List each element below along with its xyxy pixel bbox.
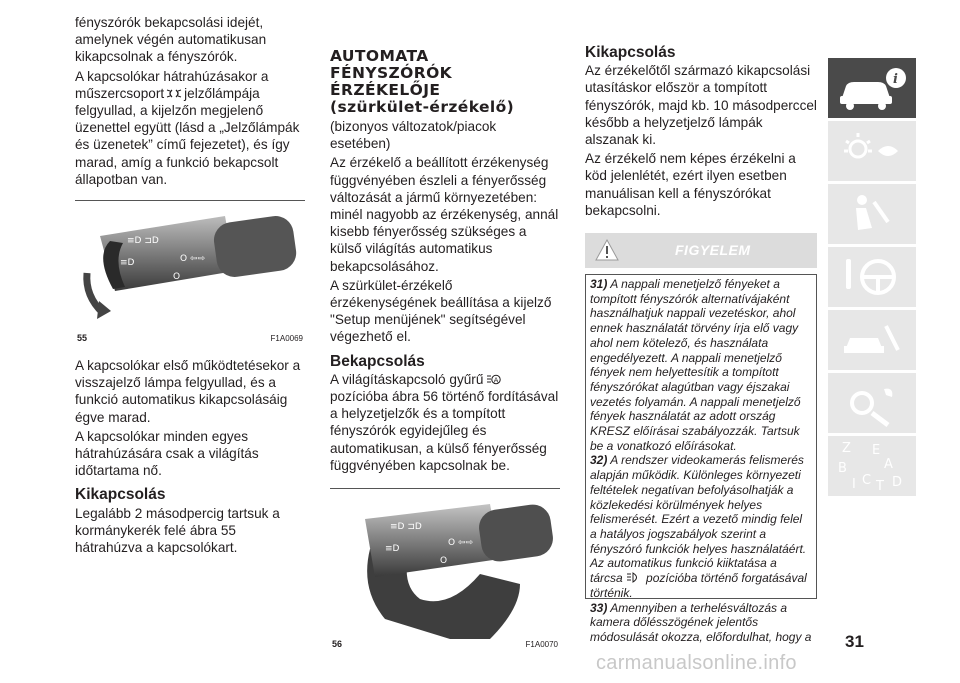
watermark: carmanualsonline.info — [596, 652, 797, 674]
svg-text:O: O — [173, 272, 181, 283]
warning-triangle-icon — [595, 239, 619, 261]
svg-text:A: A — [494, 376, 499, 385]
title-line: AUTOMATA — [330, 47, 429, 65]
svg-text:≡D: ≡D — [120, 258, 135, 269]
paragraph: fényszórók bekapcsolási idejét, amelynek végén automatikusan kikapcsolnak a fényszórók. — [75, 15, 267, 65]
steering-wheel-icon — [828, 247, 916, 307]
svg-text:≡D: ≡D — [385, 544, 400, 555]
warning-number: 32) — [590, 453, 608, 468]
figure-55 — [75, 201, 305, 349]
tab-car-info[interactable] — [828, 58, 916, 118]
chapter-sidebar — [828, 58, 916, 499]
warning-text: pozícióba történő forgatásával történik. — [590, 571, 807, 600]
column-middle — [330, 14, 560, 655]
warning-text: Amennyiben a terhelésváltozás a kamera dőlésszögének jelentős módosulását okozza, előfordulhat, hogy a — [590, 600, 812, 644]
paragraph-text: A kapcsolókar hátrahúzásakor a műszercsoport — [75, 68, 269, 101]
paragraph: A kapcsolókar első működtetésekor a visszajelző lámpa felgyullad, és a funkció automatikus kikapcsolásáig égve marad. — [75, 358, 301, 425]
svg-text:O ⇦⇨: O ⇦⇨ — [180, 254, 206, 265]
warning-title: FIGYELEM — [675, 242, 751, 259]
warning-header — [585, 233, 817, 268]
warning-box — [585, 274, 817, 644]
tab-emergency[interactable] — [828, 310, 916, 370]
svg-text:Z: Z — [842, 441, 851, 456]
warning-item — [590, 453, 812, 600]
index-icon — [828, 436, 916, 496]
warning-text: A rendszer videokamerás felismerés alapján működik. Különleges környezeti feltételek negatívan befolyásolhatják a közlekedési körülmények helyes felismerését. Ezért a vezető mindig felel a hatályos jogszabályok szerint a fényszóró funkciók helyes használatáért. Az automatikus funkció kiiktatása a tárcsa — [590, 453, 807, 586]
svg-text:C: C — [862, 473, 872, 488]
svg-text:T: T — [876, 479, 884, 494]
figure-code: F1A0070 — [525, 639, 558, 649]
tab-service[interactable] — [828, 373, 916, 433]
paragraph-text: pozícióba ábra 56 történő fordításával a helyzetjelzők és a tompított fényszórók egyidejűleg és automatikusan, a külső fényerősség függvényében kapcsolnak be. — [330, 389, 559, 473]
tab-warning-lights[interactable] — [828, 121, 916, 181]
paragraph: A kapcsolókar minden egyes hátrahúzására csak a világítás időtartama nő. — [75, 428, 259, 479]
parking-light-icon — [166, 88, 182, 99]
auto-headlight-icon — [485, 374, 501, 385]
svg-text:E: E — [872, 443, 881, 458]
paragraph: Az érzékelő a beállított érzékenység függvényében észleli a fényerősség változását a jármű környezetében: minél nagyobb az érzékenység, annál kisebb fényerősség szükséges a külső világítás automatikus bekapcsolásához. — [330, 155, 559, 274]
paragraph-text: jelzőlámpája felgyullad, a kijelzőn megjelenő üzenettel együtt (lásd a „Jelzőlámpák és üzenetek” című fejezetet), és így marad, amíg a funkció bekapcsolt állapotban van. — [75, 85, 300, 187]
paragraph — [330, 371, 560, 474]
stalk-illustration-55 — [75, 201, 305, 349]
tab-airbag[interactable] — [828, 184, 916, 244]
car-tools-icon — [828, 310, 916, 370]
heading-bekapcsolas: Bekapcsolás — [330, 352, 425, 370]
paragraph: Legalább 2 másodpercig tartsuk a kormánykerék felé ábra 55 hátrahúzva a kapcsolókart. — [75, 505, 280, 556]
warning-item — [590, 277, 812, 453]
paragraph: A szürkület-érzékelő érzékenységének beállítása a kijelző "Setup menüjének" segítségével végezhető el. — [330, 277, 552, 345]
airbag-seat-icon — [828, 184, 916, 244]
paragraph — [75, 68, 305, 188]
section-title — [330, 48, 560, 116]
svg-text:A: A — [884, 457, 893, 472]
stalk-illustration-56 — [330, 489, 560, 655]
svg-text:O: O — [440, 556, 448, 567]
figure-code: F1A0069 — [270, 333, 303, 343]
service-icon — [828, 373, 916, 433]
svg-text:I: I — [852, 477, 856, 492]
title-line: ÉRZÉKELŐJE — [330, 81, 441, 99]
page-number: 31 — [845, 632, 864, 651]
paragraph: (bizonyos változatok/piacok esetében) — [330, 119, 497, 152]
warning-lights-icon — [828, 121, 916, 181]
column-left — [75, 14, 305, 558]
heading-kikapcsolas: Kikapcsolás — [75, 486, 166, 504]
figure-56 — [330, 489, 560, 655]
paragraph-text: A világításkapcsoló gyűrű — [330, 371, 484, 387]
heading-kikapcsolas: Kikapcsolás — [585, 44, 676, 61]
svg-text:D: D — [892, 475, 903, 490]
car-info-icon — [828, 58, 916, 118]
figure-number: 55 — [77, 332, 88, 343]
svg-text:≡D ⊐D: ≡D ⊐D — [390, 522, 422, 533]
svg-text:i: i — [893, 72, 898, 87]
column-right — [585, 44, 817, 644]
warning-number: 31) — [590, 277, 608, 292]
parking-light-icon — [625, 572, 641, 583]
paragraph: Az érzékelőtől származó kikapcsolási utasításkor először a tompított fényszórók, majd kb. 10 másodperccel később a helyzetjelző lámpák alszanak ki. — [585, 63, 817, 148]
paragraph: Az érzékelő nem képes érzékelni a köd jelenlétét, ezért ilyen esetben manuálisan kell a fényszórókat bekapcsolni. — [585, 151, 796, 218]
tab-index[interactable] — [828, 436, 916, 496]
svg-text:B: B — [838, 461, 847, 476]
figure-number: 56 — [332, 638, 343, 649]
title-line: FÉNYSZÓRÓK — [330, 64, 453, 82]
warning-text: A nappali menetjelző fényeket a tompított fényszórók alternatívájaként használhatjuk nappali vezetéskor, ahol ennek használatát törvény írja elő vagy ahol nem kötelező, és használata engedélyezett. A nappali menetjelző fények nem helyettesítik a tompított fényszórókat alagútban vagy éjszakai vezetés folyamán. A nappali menetjelző fények használatát az adott ország KRESZ előírásai szabályozzák. Tartsuk be a vonatkozó előírásokat. — [590, 277, 801, 453]
title-line: (szürkület-érzékelő) — [330, 98, 515, 116]
warning-number: 33) — [590, 600, 608, 615]
warning-item — [590, 601, 812, 645]
tab-driving[interactable] — [828, 247, 916, 307]
svg-text:≡D ⊐D: ≡D ⊐D — [127, 236, 159, 247]
svg-text:O ⇦⇨: O ⇦⇨ — [448, 538, 474, 549]
